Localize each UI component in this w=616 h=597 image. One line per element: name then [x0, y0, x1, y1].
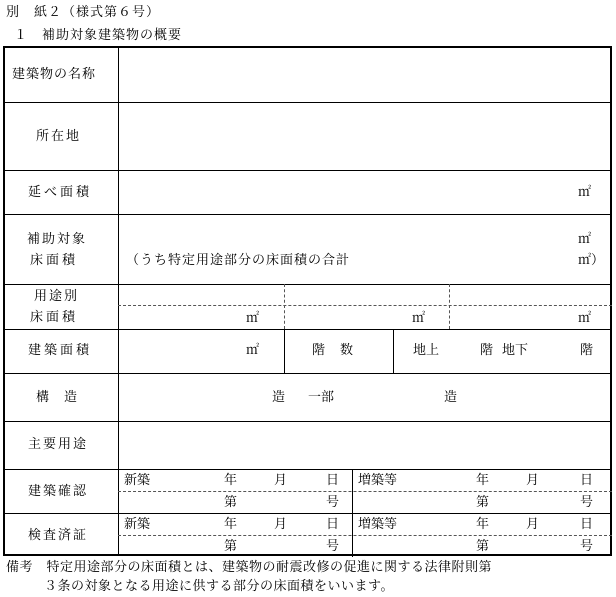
confirmation-extension-label: 増築等 — [358, 473, 398, 488]
name-field[interactable] — [128, 68, 598, 84]
confirmation-ext-month: 月 — [526, 473, 540, 488]
confirmation-ext-day: 日 — [580, 473, 594, 488]
section-title: １ 補助対象建築物の概要 — [14, 28, 183, 43]
confirmation-ext-no-suffix: 号 — [580, 495, 594, 510]
inspection-new-day: 日 — [326, 517, 340, 532]
specific-use-note-unit: ㎡） — [578, 253, 605, 268]
building-confirmation-label: 建築確認 — [28, 484, 89, 499]
inspection-new-year: 年 — [224, 517, 238, 532]
confirmation-new-label: 新築 — [124, 473, 151, 488]
remarks-line-1: 備考 特定用途部分の床面積とは、建築物の耐震改修の促進に関する法律附則第 — [6, 560, 493, 575]
confirmation-new-day: 日 — [326, 473, 340, 488]
specific-use-note: （うち特定用途部分の床面積の合計 — [126, 253, 351, 268]
inspection-new-label: 新築 — [124, 517, 151, 532]
structure-partial-label: 一部 — [308, 390, 335, 405]
inspection-ext-year: 年 — [476, 517, 490, 532]
use-floor-area-unit-3: ㎡ — [578, 311, 592, 326]
use-floor-area-unit-1: ㎡ — [246, 311, 260, 326]
below-ground-label: 地下 — [502, 343, 529, 358]
total-floor-area-unit: ㎡ — [578, 185, 592, 200]
floors-label: 階 数 — [312, 343, 355, 358]
form-label: 別 紙２（様式第６号） — [6, 5, 161, 20]
below-ground-unit: 階 — [580, 343, 594, 358]
confirmation-new-year: 年 — [224, 473, 238, 488]
inspection-new-no-suffix: 号 — [326, 539, 340, 554]
inspection-ext-day: 日 — [580, 517, 594, 532]
building-area-label: 建築面積 — [28, 343, 93, 358]
subsidy-floor-area-unit: ㎡ — [578, 232, 592, 247]
overview-table — [3, 46, 612, 556]
inspection-new-no-prefix: 第 — [224, 539, 238, 554]
confirmation-new-month: 月 — [274, 473, 288, 488]
subsidy-floor-area-label-1: 補助対象 — [27, 232, 88, 247]
use-floor-area-label-1: 用途別 — [34, 289, 80, 304]
above-ground-unit: 階 — [480, 343, 494, 358]
location-label: 所在地 — [36, 129, 82, 144]
inspection-ext-month: 月 — [526, 517, 540, 532]
label-column-divider — [118, 46, 119, 556]
inspection-new-month: 月 — [274, 517, 288, 532]
building-area-unit: ㎡ — [246, 343, 260, 358]
inspection-ext-no-prefix: 第 — [476, 539, 490, 554]
confirmation-ext-no-prefix: 第 — [476, 495, 490, 510]
above-ground-label: 地上 — [413, 343, 440, 358]
main-use-field[interactable] — [128, 436, 598, 452]
inspection-ext-no-suffix: 号 — [580, 539, 594, 554]
main-use-label: 主要用途 — [28, 437, 89, 452]
subsidy-floor-area-label-2: 床面積 — [30, 253, 79, 268]
inspection-label: 検査済証 — [28, 528, 89, 543]
inspection-extension-label: 増築等 — [358, 517, 398, 532]
remarks-line-2: ３条の対象となる用途に供する部分の床面積をいいます。 — [44, 579, 394, 594]
confirmation-new-no-suffix: 号 — [326, 495, 340, 510]
confirmation-new-no-prefix: 第 — [224, 495, 238, 510]
confirmation-ext-year: 年 — [476, 473, 490, 488]
structure-label: 構 造 — [36, 390, 79, 405]
location-field[interactable] — [128, 128, 598, 144]
use-floor-area-label-2: 床面積 — [30, 310, 79, 325]
use-floor-area-unit-2: ㎡ — [412, 311, 426, 326]
total-floor-area-label: 延べ面積 — [28, 185, 93, 200]
structure-partial-unit: 造 — [444, 390, 458, 405]
structure-type-unit: 造 — [272, 390, 286, 405]
name-label: 建築物の名称 — [12, 67, 97, 82]
